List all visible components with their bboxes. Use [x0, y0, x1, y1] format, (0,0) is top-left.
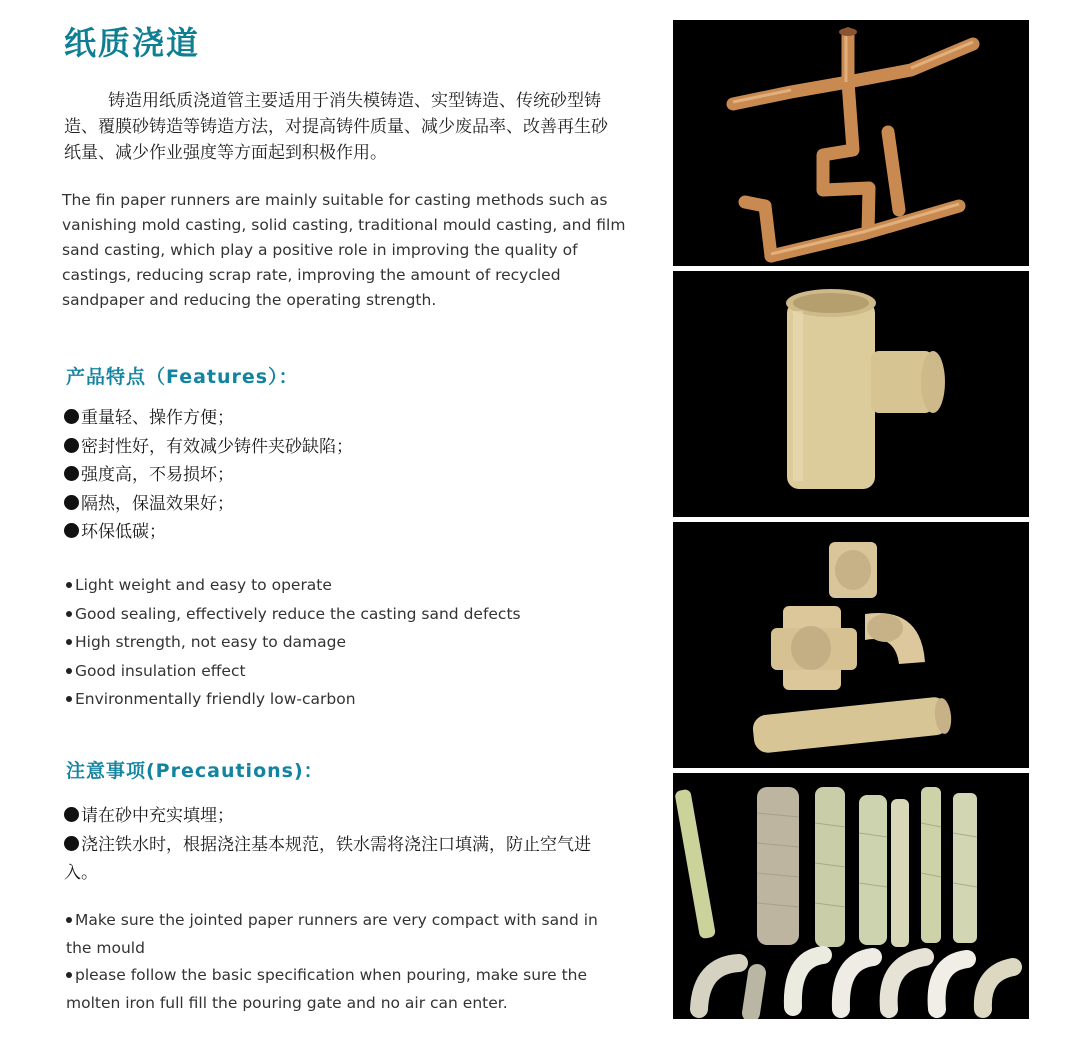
- bullet-icon: [66, 639, 72, 645]
- list-item: 请在砂中充实填埋；: [64, 802, 624, 831]
- list-item: High strength, not easy to damage: [66, 628, 521, 657]
- precautions-heading: 注意事项(Precautions)：: [66, 760, 324, 782]
- bullet-icon: [66, 611, 72, 617]
- list-item: 隔热，保温效果好；: [64, 490, 353, 519]
- list-item: 浇注铁水时，根据浇注基本规范，铁水需将浇注口填满，防止空气进入。: [64, 834, 591, 883]
- bullet-icon: [64, 409, 79, 424]
- features-heading: 产品特点（Features）：: [66, 366, 299, 388]
- bullet-icon: [66, 582, 72, 588]
- precautions-list-chinese: [64, 802, 624, 888]
- page-title: 纸质浇道: [64, 24, 201, 62]
- bullet-icon: [66, 972, 72, 978]
- precautions-list-english: [66, 907, 626, 1017]
- list-item: 密封性好，有效减少铸件夹砂缺陷；: [64, 433, 353, 462]
- list-item: Environmentally friendly low-carbon: [66, 685, 521, 714]
- bullet-icon: [64, 466, 79, 481]
- photo-pipes-and-elbows: [673, 773, 1029, 1019]
- intro-chinese: 铸造用纸质浇道管主要适用于消失模铸造、实型铸造、传统砂型铸造、覆膜砂铸造等铸造方法，对提高铸件质量、减少废品率、改善再生砂纸量、减少作业强度等方面起到积极作用。: [64, 91, 608, 163]
- bullet-icon: [64, 807, 79, 822]
- list-item: 环保低碳；: [64, 518, 353, 547]
- features-list-chinese: [64, 404, 353, 547]
- list-item: Good sealing, effectively reduce the casting sand defects: [66, 600, 521, 629]
- list-item: 强度高，不易损坏；: [64, 461, 353, 490]
- intro-english: The fin paper runners are mainly suitable for casting methods such as vanishing mold casting, solid casting, traditional mould casting, and film sand casting, which play a positive role in improving the quality of castings, reducing scrap rate, improving the amount of recycled sandpaper and reducing the operating strength.: [62, 191, 626, 309]
- bullet-icon: [64, 438, 79, 453]
- list-item: 重量轻、操作方便；: [64, 404, 353, 433]
- photo-fittings-set: [673, 522, 1029, 768]
- photo-pipe-assembly: [673, 20, 1029, 266]
- bullet-icon: [66, 917, 72, 923]
- bullet-icon: [64, 836, 79, 851]
- bullet-icon: [66, 668, 72, 674]
- list-item: Make sure the jointed paper runners are very compact with sand in the mould: [66, 911, 598, 957]
- list-item: please follow the basic specification when pouring, make sure the molten iron full fill the pouring gate and no air can enter.: [66, 966, 588, 1012]
- features-list-english: [66, 571, 521, 714]
- bullet-icon: [66, 696, 72, 702]
- list-item: Good insulation effect: [66, 657, 521, 686]
- bullet-icon: [64, 523, 79, 538]
- bullet-icon: [64, 495, 79, 510]
- photo-tee-fitting: [673, 271, 1029, 517]
- list-item: Light weight and easy to operate: [66, 571, 521, 600]
